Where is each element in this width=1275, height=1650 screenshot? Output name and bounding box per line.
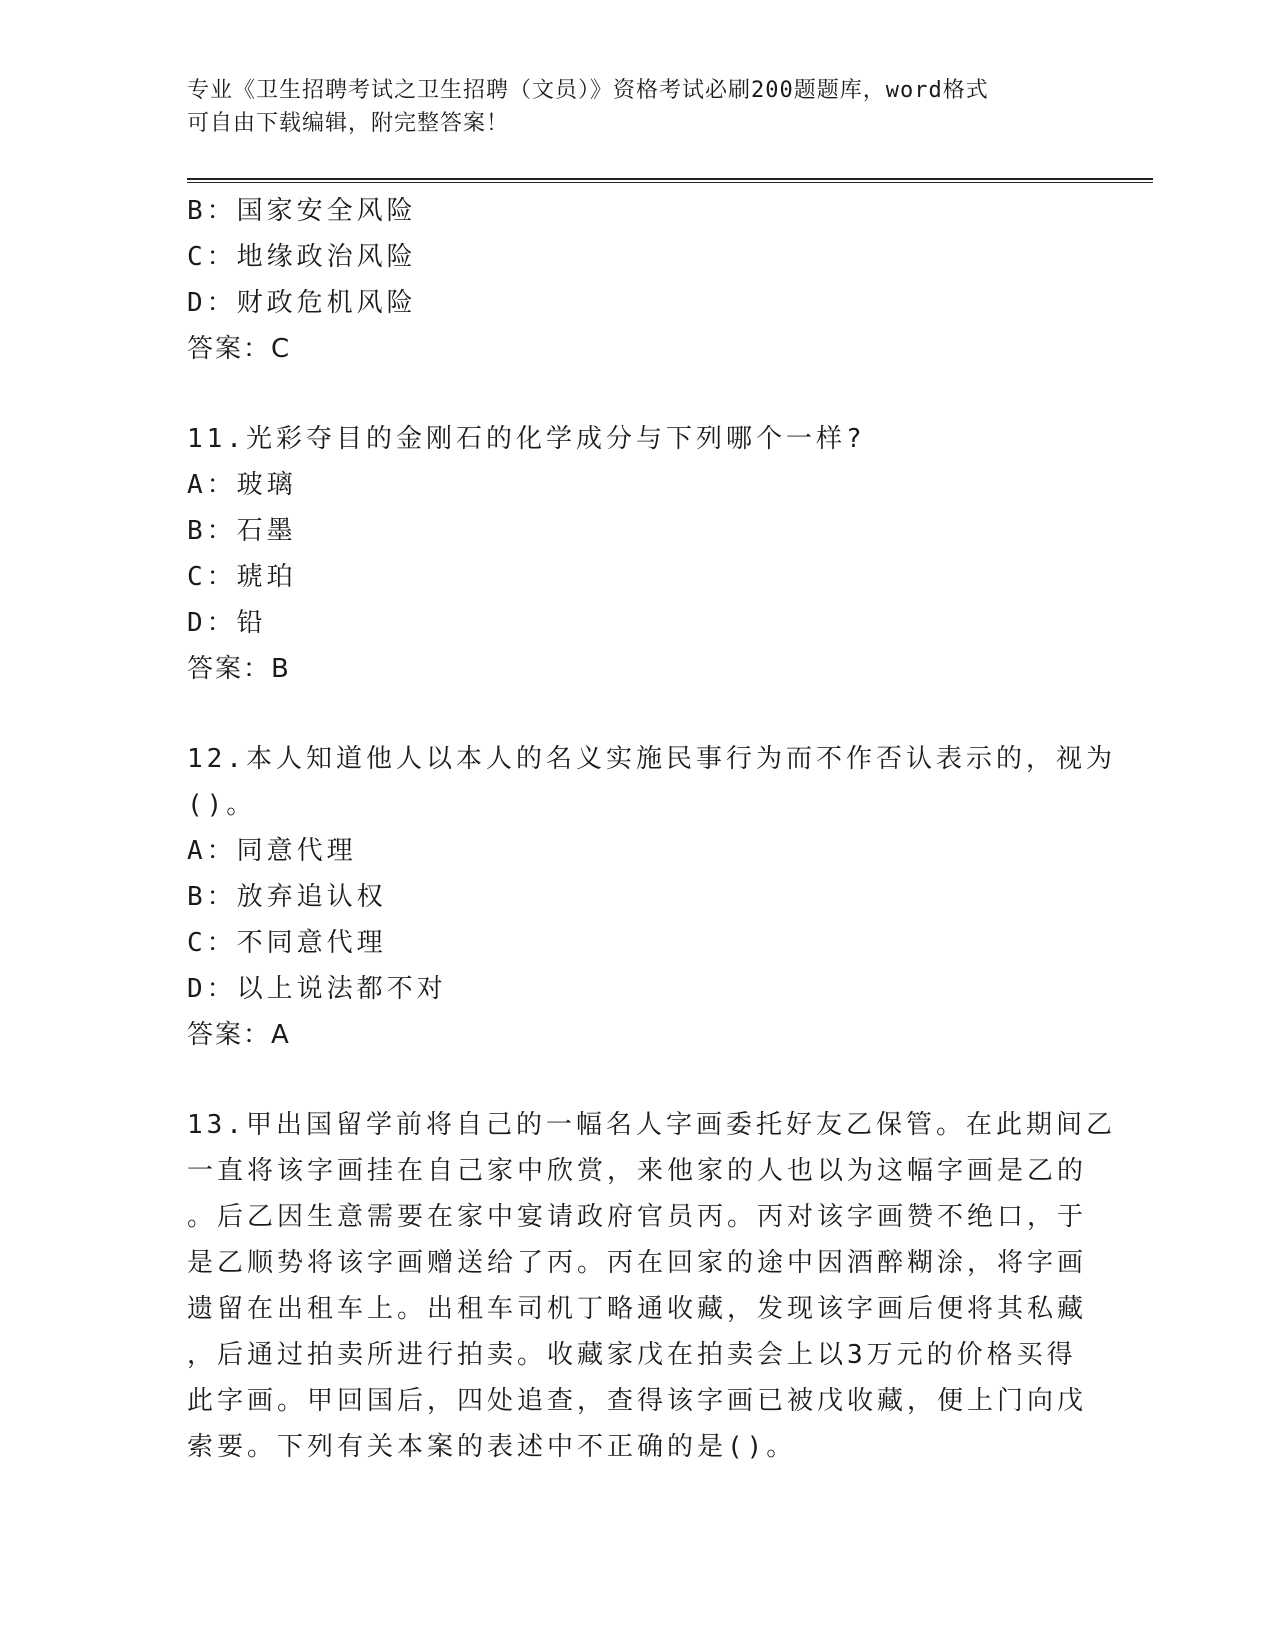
question-stem-line-2: ()。 [187, 790, 257, 820]
option-c: C：不同意代理 [187, 928, 387, 958]
option-d: D：铅 [187, 608, 267, 638]
question-stem-line-1: 12.本人知道他人以本人的名义实施民事行为而不作否认表示的，视为 [187, 744, 1116, 774]
header-title-line-2: 可自由下载编辑，附完整答案！ [187, 111, 510, 136]
question-11 [187, 416, 1077, 692]
option-b: B：放弃追认权 [187, 882, 387, 912]
answer-line: 答案：A [187, 1020, 291, 1050]
document-header [187, 74, 1087, 140]
header-divider [187, 178, 1153, 183]
question-list [187, 188, 1116, 1470]
question-12 [187, 736, 1116, 1058]
option-b: B：国家安全风险 [187, 196, 417, 226]
question-stem-line: 。后乙因生意需要在家中宴请政府官员丙。丙对该字画赞不绝口，于 [187, 1202, 1088, 1232]
question-10-tail [187, 188, 1077, 372]
question-stem-line: 是乙顺势将该字画赠送给了丙。丙在回家的途中因酒醉糊涂，将字画 [187, 1248, 1088, 1278]
option-c: C：琥珀 [187, 562, 297, 592]
option-b: B：石墨 [187, 516, 297, 546]
question-stem-line: 此字画。甲回国后，四处追查，查得该字画已被戊收藏，便上门向戊 [187, 1386, 1088, 1416]
question-stem: 11.光彩夺目的金刚石的化学成分与下列哪个一样? [187, 424, 866, 454]
option-a: A：玻璃 [187, 470, 297, 500]
answer-line: 答案：C [187, 334, 292, 364]
option-d: D：以上说法都不对 [187, 974, 447, 1004]
option-d: D：财政危机风险 [187, 288, 417, 318]
option-c: C：地缘政治风险 [187, 242, 417, 272]
header-title-line-1: 专业《卫生招聘考试之卫生招聘（文员）》资格考试必刷200题题库，word格式 [187, 78, 989, 103]
answer-line: 答案：B [187, 654, 291, 684]
question-stem-line: ，后通过拍卖所进行拍卖。收藏家戊在拍卖会上以3万元的价格买得 [187, 1340, 1077, 1370]
question-stem-line: 遗留在出租车上。出租车司机丁略通收藏，发现该字画后便将其私藏 [187, 1294, 1088, 1324]
question-stem-line: 索要。下列有关本案的表述中不正确的是()。 [187, 1432, 797, 1462]
question-stem-line: 13.甲出国留学前将自己的一幅名人字画委托好友乙保管。在此期间乙 [187, 1110, 1116, 1140]
option-a: A：同意代理 [187, 836, 357, 866]
question-stem-line: 一直将该字画挂在自己家中欣赏，来他家的人也以为这幅字画是乙的 [187, 1156, 1088, 1186]
question-13 [187, 1102, 1116, 1470]
